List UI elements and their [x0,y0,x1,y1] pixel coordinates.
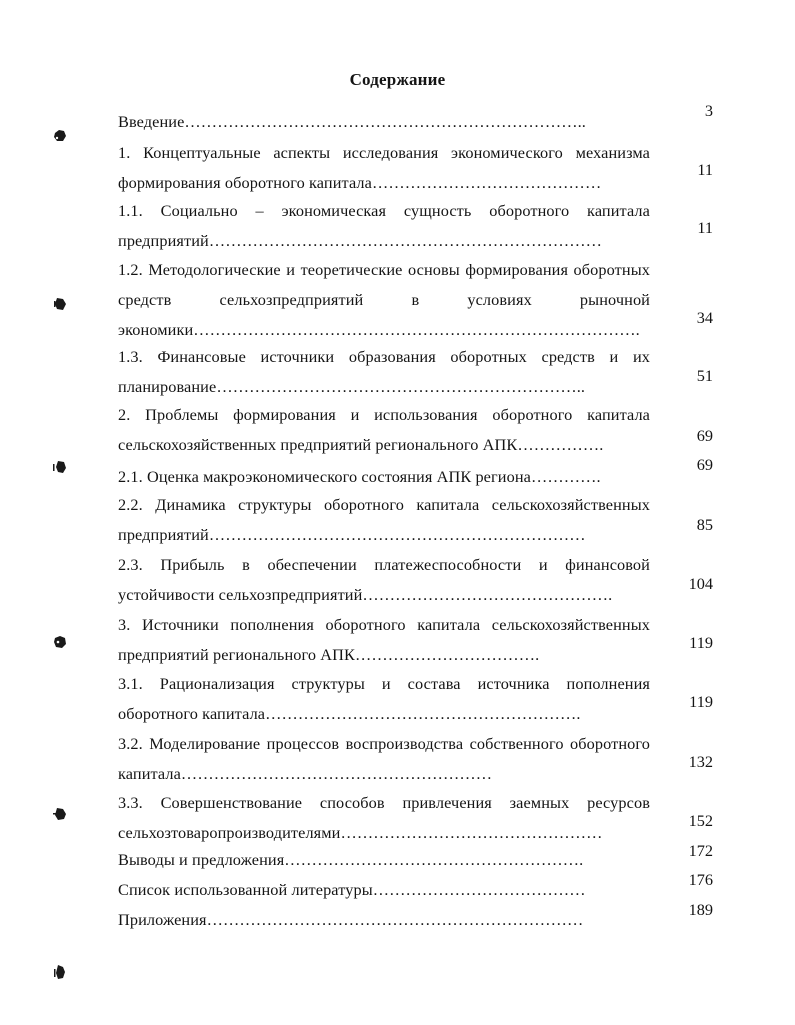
punch-hole-mark-icon [52,459,68,475]
toc-entry-2-3 [118,550,650,610]
toc-entry-3-2 [118,729,650,789]
toc-entry-text: 3.2. Моделирование процессов воспроизводства собственного оборотного капитала………………………………………………… [118,734,650,783]
punch-hole-mark-icon [52,128,68,144]
toc-entry-text: 1.2. Методологические и теоретические основы формирования оборотных средств сельхозпредприятий в условиях рыночной экономики………………………………………………………………………. [118,260,650,339]
toc-entry-1-1 [118,196,650,256]
toc-entry-text: Список использованной литературы………………………………… [118,880,586,899]
toc-page-number: 132 [688,752,713,771]
toc-entry-text: 2.2. Динамика структуры оборотного капитала сельскохозяйственных предприятий…………………………………………………………… [118,495,650,544]
toc-entry-1-2 [118,255,650,345]
toc-page-number: 104 [688,574,713,593]
toc-page-number: 69 [696,455,713,474]
toc-page-number: 51 [696,366,713,385]
toc-entry-chapter-2 [118,400,650,460]
toc-page-number: 85 [696,515,713,534]
toc-page-number: 172 [688,841,713,860]
toc-entry-conclusions [118,845,650,875]
toc-entry-text: 1. Концептуальные аспекты исследования экономического механизма формирования оборотного капитала…………………………………… [118,143,650,192]
toc-entry-introduction [118,107,650,137]
toc-entry-text: Выводы и предложения………………………………………………. [118,850,584,869]
page-title: Содержание [349,70,446,89]
toc-page-number: 152 [688,811,713,830]
toc-entry-3-1 [118,669,650,729]
toc-entry-text: 2. Проблемы формирования и использования оборотного капитала сельскохозяйственных предприятий регионального АПК……………. [118,405,650,454]
toc-entry-text: 3.1. Рационализация структуры и состава источника пополнения оборотного капитала…………………………………………………. [118,674,650,723]
toc-entry-text: 3. Источники пополнения оборотного капитала сельскохозяйственных предприятий регионального АПК……………………………. [118,615,650,664]
toc-entry-2-2 [118,490,650,550]
toc-entry-appendices [118,905,650,935]
toc-page-number: 119 [689,692,713,711]
toc-entry-2-1 [118,462,650,492]
toc-entry-text: 2.1. Оценка макроэкономического состояния АПК региона…………. [118,467,601,486]
punch-hole-mark-icon [52,296,68,312]
toc-page-number: 34 [696,308,713,327]
toc-page-number: 69 [696,426,713,445]
toc-entry-3-3 [118,788,650,848]
toc-entry-1-3 [118,342,650,402]
punch-hole-mark-icon [52,634,68,650]
toc-entry-bibliography [118,875,650,905]
punch-hole-mark-icon [52,806,68,822]
toc-entry-text: 3.3. Совершенствование способов привлечения заемных ресурсов сельхозтоваропроизводителями………………………………………… [118,793,650,842]
toc-page-number: 176 [688,870,713,889]
toc-page-number: 119 [689,633,713,652]
toc-page-number: 11 [697,160,713,179]
toc-entry-text: 1.1. Социально – экономическая сущность оборотного капитала предприятий……………………………………………………………… [118,201,650,250]
toc-entry-chapter-3 [118,610,650,670]
toc-entry-chapter-1 [118,138,650,198]
toc-entry-text: 2.3. Прибыль в обеспечении платежеспособности и финансовой устойчивости сельхозпредприятий………………………………………. [118,555,650,604]
toc-page-number: 189 [688,900,713,919]
toc-entry-text: 1.3. Финансовые источники образования оборотных средств и их планирование………………………………………………………….. [118,347,650,396]
toc-page-number: 11 [697,218,713,237]
punch-hole-mark-icon [52,964,68,980]
toc-entry-text: Введение……………………………………………………………….. [118,112,586,131]
toc-page-number: 3 [704,101,713,120]
toc-entry-text: Приложения…………………………………………………………… [118,910,584,929]
